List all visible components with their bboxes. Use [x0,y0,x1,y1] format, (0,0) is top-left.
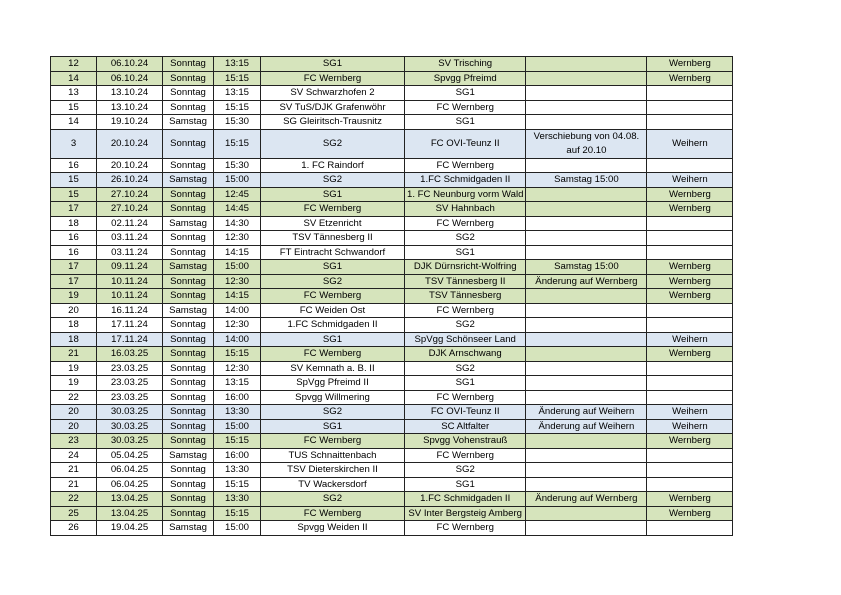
table-row [51,477,733,492]
match-day-cell: 26 [51,521,97,536]
away-team-cell: TSV Tännesberg II [405,274,526,289]
home-team-cell: TUS Schnaittenbach [261,448,405,463]
match-day-cell: 16 [51,245,97,260]
note-cell [526,231,647,246]
venue-cell: Weihern [647,419,733,434]
weekday-cell: Samstag [163,216,214,231]
home-team-cell: SV Schwarzhofen 2 [261,86,405,101]
venue-cell [647,477,733,492]
kickoff-time-cell: 15:15 [214,506,261,521]
kickoff-time-cell: 15:30 [214,115,261,130]
venue-cell [647,115,733,130]
kickoff-time-cell: 14:15 [214,289,261,304]
weekday-cell: Samstag [163,448,214,463]
weekday-cell: Sonntag [163,477,214,492]
home-team-cell: SG2 [261,173,405,188]
weekday-cell: Sonntag [163,434,214,449]
date-cell: 13.04.25 [97,506,163,521]
kickoff-time-cell: 12:30 [214,361,261,376]
match-day-cell: 19 [51,361,97,376]
table-row [51,463,733,478]
away-team-cell: SG2 [405,463,526,478]
weekday-cell: Sonntag [163,231,214,246]
date-cell: 17.11.24 [97,332,163,347]
venue-cell [647,463,733,478]
home-team-cell: FT Eintracht Schwandorf [261,245,405,260]
home-team-cell: SV TuS/DJK Grafenwöhr [261,100,405,115]
table-row [51,521,733,536]
venue-cell: Wernberg [647,506,733,521]
table-row [51,405,733,420]
venue-cell: Wernberg [647,434,733,449]
kickoff-time-cell: 12:30 [214,231,261,246]
weekday-cell: Samstag [163,115,214,130]
weekday-cell: Samstag [163,303,214,318]
schedule-table [50,56,733,536]
weekday-cell: Sonntag [163,318,214,333]
table-row [51,158,733,173]
note-cell: Änderung auf Wernberg [526,492,647,507]
match-day-cell: 15 [51,187,97,202]
table-row [51,289,733,304]
away-team-cell: Spvgg Vohenstrauß [405,434,526,449]
home-team-cell: SV Kemnath a. B. II [261,361,405,376]
match-day-cell: 19 [51,376,97,391]
venue-cell: Weihern [647,129,733,158]
table-row [51,506,733,521]
match-day-cell: 20 [51,303,97,318]
note-cell [526,463,647,478]
kickoff-time-cell: 15:15 [214,100,261,115]
venue-cell: Wernberg [647,492,733,507]
home-team-cell: SG1 [261,332,405,347]
weekday-cell: Sonntag [163,361,214,376]
match-day-cell: 12 [51,57,97,72]
match-day-cell: 13 [51,86,97,101]
match-day-cell: 16 [51,231,97,246]
date-cell: 05.04.25 [97,448,163,463]
venue-cell [647,216,733,231]
weekday-cell: Sonntag [163,129,214,158]
kickoff-time-cell: 14:15 [214,245,261,260]
venue-cell [647,100,733,115]
match-day-cell: 17 [51,202,97,217]
note-cell [526,318,647,333]
note-cell [526,86,647,101]
kickoff-time-cell: 13:30 [214,405,261,420]
home-team-cell: SG1 [261,57,405,72]
date-cell: 06.10.24 [97,57,163,72]
away-team-cell: SG1 [405,477,526,492]
kickoff-time-cell: 15:15 [214,347,261,362]
table-row [51,216,733,231]
kickoff-time-cell: 15:00 [214,260,261,275]
away-team-cell: FC Wernberg [405,521,526,536]
away-team-cell: 1.FC Schmidgaden II [405,492,526,507]
weekday-cell: Sonntag [163,86,214,101]
match-day-cell: 20 [51,419,97,434]
kickoff-time-cell: 13:15 [214,376,261,391]
away-team-cell: SpVgg Schönseer Land [405,332,526,347]
date-cell: 09.11.24 [97,260,163,275]
date-cell: 27.10.24 [97,202,163,217]
note-cell [526,158,647,173]
venue-cell [647,318,733,333]
venue-cell: Wernberg [647,187,733,202]
date-cell: 19.10.24 [97,115,163,130]
weekday-cell: Sonntag [163,376,214,391]
table-row [51,245,733,260]
venue-cell: Wernberg [647,289,733,304]
table-row [51,260,733,275]
table-row [51,173,733,188]
note-cell [526,202,647,217]
date-cell: 13.10.24 [97,100,163,115]
weekday-cell: Sonntag [163,57,214,72]
note-cell [526,303,647,318]
table-row [51,100,733,115]
weekday-cell: Samstag [163,260,214,275]
weekday-cell: Sonntag [163,347,214,362]
venue-cell: Wernberg [647,274,733,289]
table-row [51,318,733,333]
home-team-cell: SG1 [261,187,405,202]
kickoff-time-cell: 15:15 [214,71,261,86]
weekday-cell: Sonntag [163,506,214,521]
home-team-cell: TV Wackersdorf [261,477,405,492]
table-row [51,361,733,376]
kickoff-time-cell: 14:30 [214,216,261,231]
schedule-rows [51,57,733,536]
note-cell: Änderung auf Weihern [526,419,647,434]
note-cell: Änderung auf Weihern [526,405,647,420]
table-row [51,492,733,507]
venue-cell: Wernberg [647,347,733,362]
note-cell [526,245,647,260]
home-team-cell: FC Wernberg [261,347,405,362]
weekday-cell: Sonntag [163,492,214,507]
match-day-cell: 23 [51,434,97,449]
note-cell [526,100,647,115]
kickoff-time-cell: 16:00 [214,448,261,463]
away-team-cell: Spvgg Pfreimd [405,71,526,86]
match-day-cell: 24 [51,448,97,463]
match-day-cell: 18 [51,318,97,333]
away-team-cell: FC Wernberg [405,100,526,115]
kickoff-time-cell: 13:15 [214,57,261,72]
venue-cell [647,231,733,246]
away-team-cell: SG1 [405,115,526,130]
date-cell: 02.11.24 [97,216,163,231]
match-day-cell: 15 [51,100,97,115]
venue-cell: Weihern [647,405,733,420]
table-row [51,86,733,101]
venue-cell [647,376,733,391]
kickoff-time-cell: 15:15 [214,477,261,492]
home-team-cell: TSV Dieterskirchen II [261,463,405,478]
note-cell [526,390,647,405]
match-day-cell: 19 [51,289,97,304]
kickoff-time-cell: 16:00 [214,390,261,405]
date-cell: 06.04.25 [97,463,163,478]
home-team-cell: FC Wernberg [261,506,405,521]
date-cell: 17.11.24 [97,318,163,333]
away-team-cell: 1.FC Schmidgaden II [405,173,526,188]
away-team-cell: FC OVI-Teunz II [405,129,526,158]
home-team-cell: FC Wernberg [261,71,405,86]
home-team-cell: 1.FC Schmidgaden II [261,318,405,333]
venue-cell: Wernberg [647,71,733,86]
date-cell: 23.03.25 [97,390,163,405]
note-cell [526,361,647,376]
venue-cell [647,521,733,536]
kickoff-time-cell: 15:15 [214,434,261,449]
weekday-cell: Samstag [163,173,214,188]
match-day-cell: 21 [51,347,97,362]
note-cell [526,216,647,231]
note-cell [526,434,647,449]
date-cell: 30.03.25 [97,405,163,420]
kickoff-time-cell: 15:30 [214,158,261,173]
note-cell: Samstag 15:00 [526,260,647,275]
kickoff-time-cell: 12:45 [214,187,261,202]
table-row [51,390,733,405]
away-team-cell: FC Wernberg [405,303,526,318]
note-cell [526,477,647,492]
table-row [51,274,733,289]
home-team-cell: Spvgg Weiden II [261,521,405,536]
away-team-cell: SG1 [405,245,526,260]
match-day-cell: 20 [51,405,97,420]
away-team-cell: SG2 [405,361,526,376]
home-team-cell: SG Gleiritsch-Trausnitz [261,115,405,130]
weekday-cell: Sonntag [163,100,214,115]
weekday-cell: Sonntag [163,463,214,478]
date-cell: 20.10.24 [97,158,163,173]
date-cell: 30.03.25 [97,434,163,449]
date-cell: 30.03.25 [97,419,163,434]
home-team-cell: TSV Tännesberg II [261,231,405,246]
match-day-cell: 21 [51,477,97,492]
weekday-cell: Samstag [163,521,214,536]
date-cell: 26.10.24 [97,173,163,188]
date-cell: 06.04.25 [97,477,163,492]
table-row [51,187,733,202]
kickoff-time-cell: 15:15 [214,129,261,158]
away-team-cell: DJK Dürnsricht-Wolfring [405,260,526,275]
home-team-cell: Spvgg Willmering [261,390,405,405]
kickoff-time-cell: 14:00 [214,303,261,318]
weekday-cell: Sonntag [163,158,214,173]
table-row [51,448,733,463]
match-day-cell: 18 [51,216,97,231]
weekday-cell: Sonntag [163,274,214,289]
date-cell: 16.03.25 [97,347,163,362]
date-cell: 10.11.24 [97,274,163,289]
away-team-cell: 1. FC Neunburg vorm Wald [405,187,526,202]
note-cell [526,347,647,362]
weekday-cell: Sonntag [163,187,214,202]
home-team-cell: 1. FC Raindorf [261,158,405,173]
away-team-cell: FC OVI-Teunz II [405,405,526,420]
date-cell: 20.10.24 [97,129,163,158]
note-cell [526,521,647,536]
table-row [51,303,733,318]
away-team-cell: SC Altfalter [405,419,526,434]
weekday-cell: Sonntag [163,419,214,434]
table-row [51,376,733,391]
kickoff-time-cell: 15:00 [214,173,261,188]
match-day-cell: 21 [51,463,97,478]
note-cell [526,376,647,391]
away-team-cell: FC Wernberg [405,158,526,173]
kickoff-time-cell: 14:45 [214,202,261,217]
venue-cell: Wernberg [647,202,733,217]
kickoff-time-cell: 13:15 [214,86,261,101]
away-team-cell: TSV Tännesberg [405,289,526,304]
away-team-cell: FC Wernberg [405,390,526,405]
weekday-cell: Sonntag [163,202,214,217]
table-row [51,57,733,72]
kickoff-time-cell: 14:00 [214,332,261,347]
table-row [51,115,733,130]
venue-cell: Weihern [647,332,733,347]
venue-cell [647,361,733,376]
date-cell: 19.04.25 [97,521,163,536]
weekday-cell: Sonntag [163,405,214,420]
away-team-cell: SV Inter Bergsteig Amberg [405,506,526,521]
home-team-cell: SV Etzenricht [261,216,405,231]
match-day-cell: 22 [51,492,97,507]
venue-cell [647,245,733,260]
note-cell [526,71,647,86]
date-cell: 10.11.24 [97,289,163,304]
note-cell: Verschiebung von 04.08. auf 20.10 [526,129,647,158]
table-row [51,347,733,362]
home-team-cell: SG2 [261,405,405,420]
home-team-cell: SG1 [261,419,405,434]
note-cell [526,289,647,304]
weekday-cell: Sonntag [163,390,214,405]
kickoff-time-cell: 13:30 [214,463,261,478]
match-day-cell: 16 [51,158,97,173]
match-day-cell: 25 [51,506,97,521]
weekday-cell: Sonntag [163,71,214,86]
venue-cell [647,448,733,463]
table-row [51,419,733,434]
away-team-cell: SG2 [405,318,526,333]
kickoff-time-cell: 13:30 [214,492,261,507]
home-team-cell: FC Wernberg [261,434,405,449]
weekday-cell: Sonntag [163,332,214,347]
date-cell: 23.03.25 [97,361,163,376]
note-cell: Änderung auf Wernberg [526,274,647,289]
note-cell [526,187,647,202]
match-day-cell: 14 [51,71,97,86]
venue-cell: Wernberg [647,260,733,275]
table-row [51,231,733,246]
venue-cell [647,86,733,101]
weekday-cell: Sonntag [163,289,214,304]
date-cell: 13.04.25 [97,492,163,507]
note-cell [526,506,647,521]
note-cell [526,57,647,72]
note-cell [526,115,647,130]
match-day-cell: 3 [51,129,97,158]
away-team-cell: SG1 [405,86,526,101]
away-team-cell: SG1 [405,376,526,391]
match-day-cell: 22 [51,390,97,405]
away-team-cell: SV Hahnbach [405,202,526,217]
venue-cell: Wernberg [647,57,733,72]
table-row [51,71,733,86]
match-day-cell: 14 [51,115,97,130]
table-row [51,129,733,158]
home-team-cell: SG1 [261,260,405,275]
venue-cell: Weihern [647,173,733,188]
kickoff-time-cell: 15:00 [214,419,261,434]
table-row [51,332,733,347]
table-row [51,202,733,217]
note-cell [526,448,647,463]
kickoff-time-cell: 12:30 [214,274,261,289]
away-team-cell: DJK Arnschwang [405,347,526,362]
away-team-cell: FC Wernberg [405,216,526,231]
home-team-cell: SpVgg Pfreimd II [261,376,405,391]
date-cell: 23.03.25 [97,376,163,391]
venue-cell [647,390,733,405]
home-team-cell: FC Wernberg [261,202,405,217]
home-team-cell: FC Wernberg [261,289,405,304]
match-day-cell: 18 [51,332,97,347]
date-cell: 16.11.24 [97,303,163,318]
away-team-cell: SV Trisching [405,57,526,72]
kickoff-time-cell: 12:30 [214,318,261,333]
match-day-cell: 17 [51,274,97,289]
match-day-cell: 15 [51,173,97,188]
away-team-cell: FC Wernberg [405,448,526,463]
date-cell: 27.10.24 [97,187,163,202]
kickoff-time-cell: 15:00 [214,521,261,536]
match-day-cell: 17 [51,260,97,275]
date-cell: 03.11.24 [97,231,163,246]
date-cell: 06.10.24 [97,71,163,86]
note-cell: Samstag 15:00 [526,173,647,188]
date-cell: 03.11.24 [97,245,163,260]
home-team-cell: SG2 [261,129,405,158]
home-team-cell: SG2 [261,274,405,289]
date-cell: 13.10.24 [97,86,163,101]
table-row [51,434,733,449]
weekday-cell: Sonntag [163,245,214,260]
venue-cell [647,303,733,318]
note-cell [526,332,647,347]
home-team-cell: FC Weiden Ost [261,303,405,318]
away-team-cell: SG2 [405,231,526,246]
home-team-cell: SG2 [261,492,405,507]
venue-cell [647,158,733,173]
